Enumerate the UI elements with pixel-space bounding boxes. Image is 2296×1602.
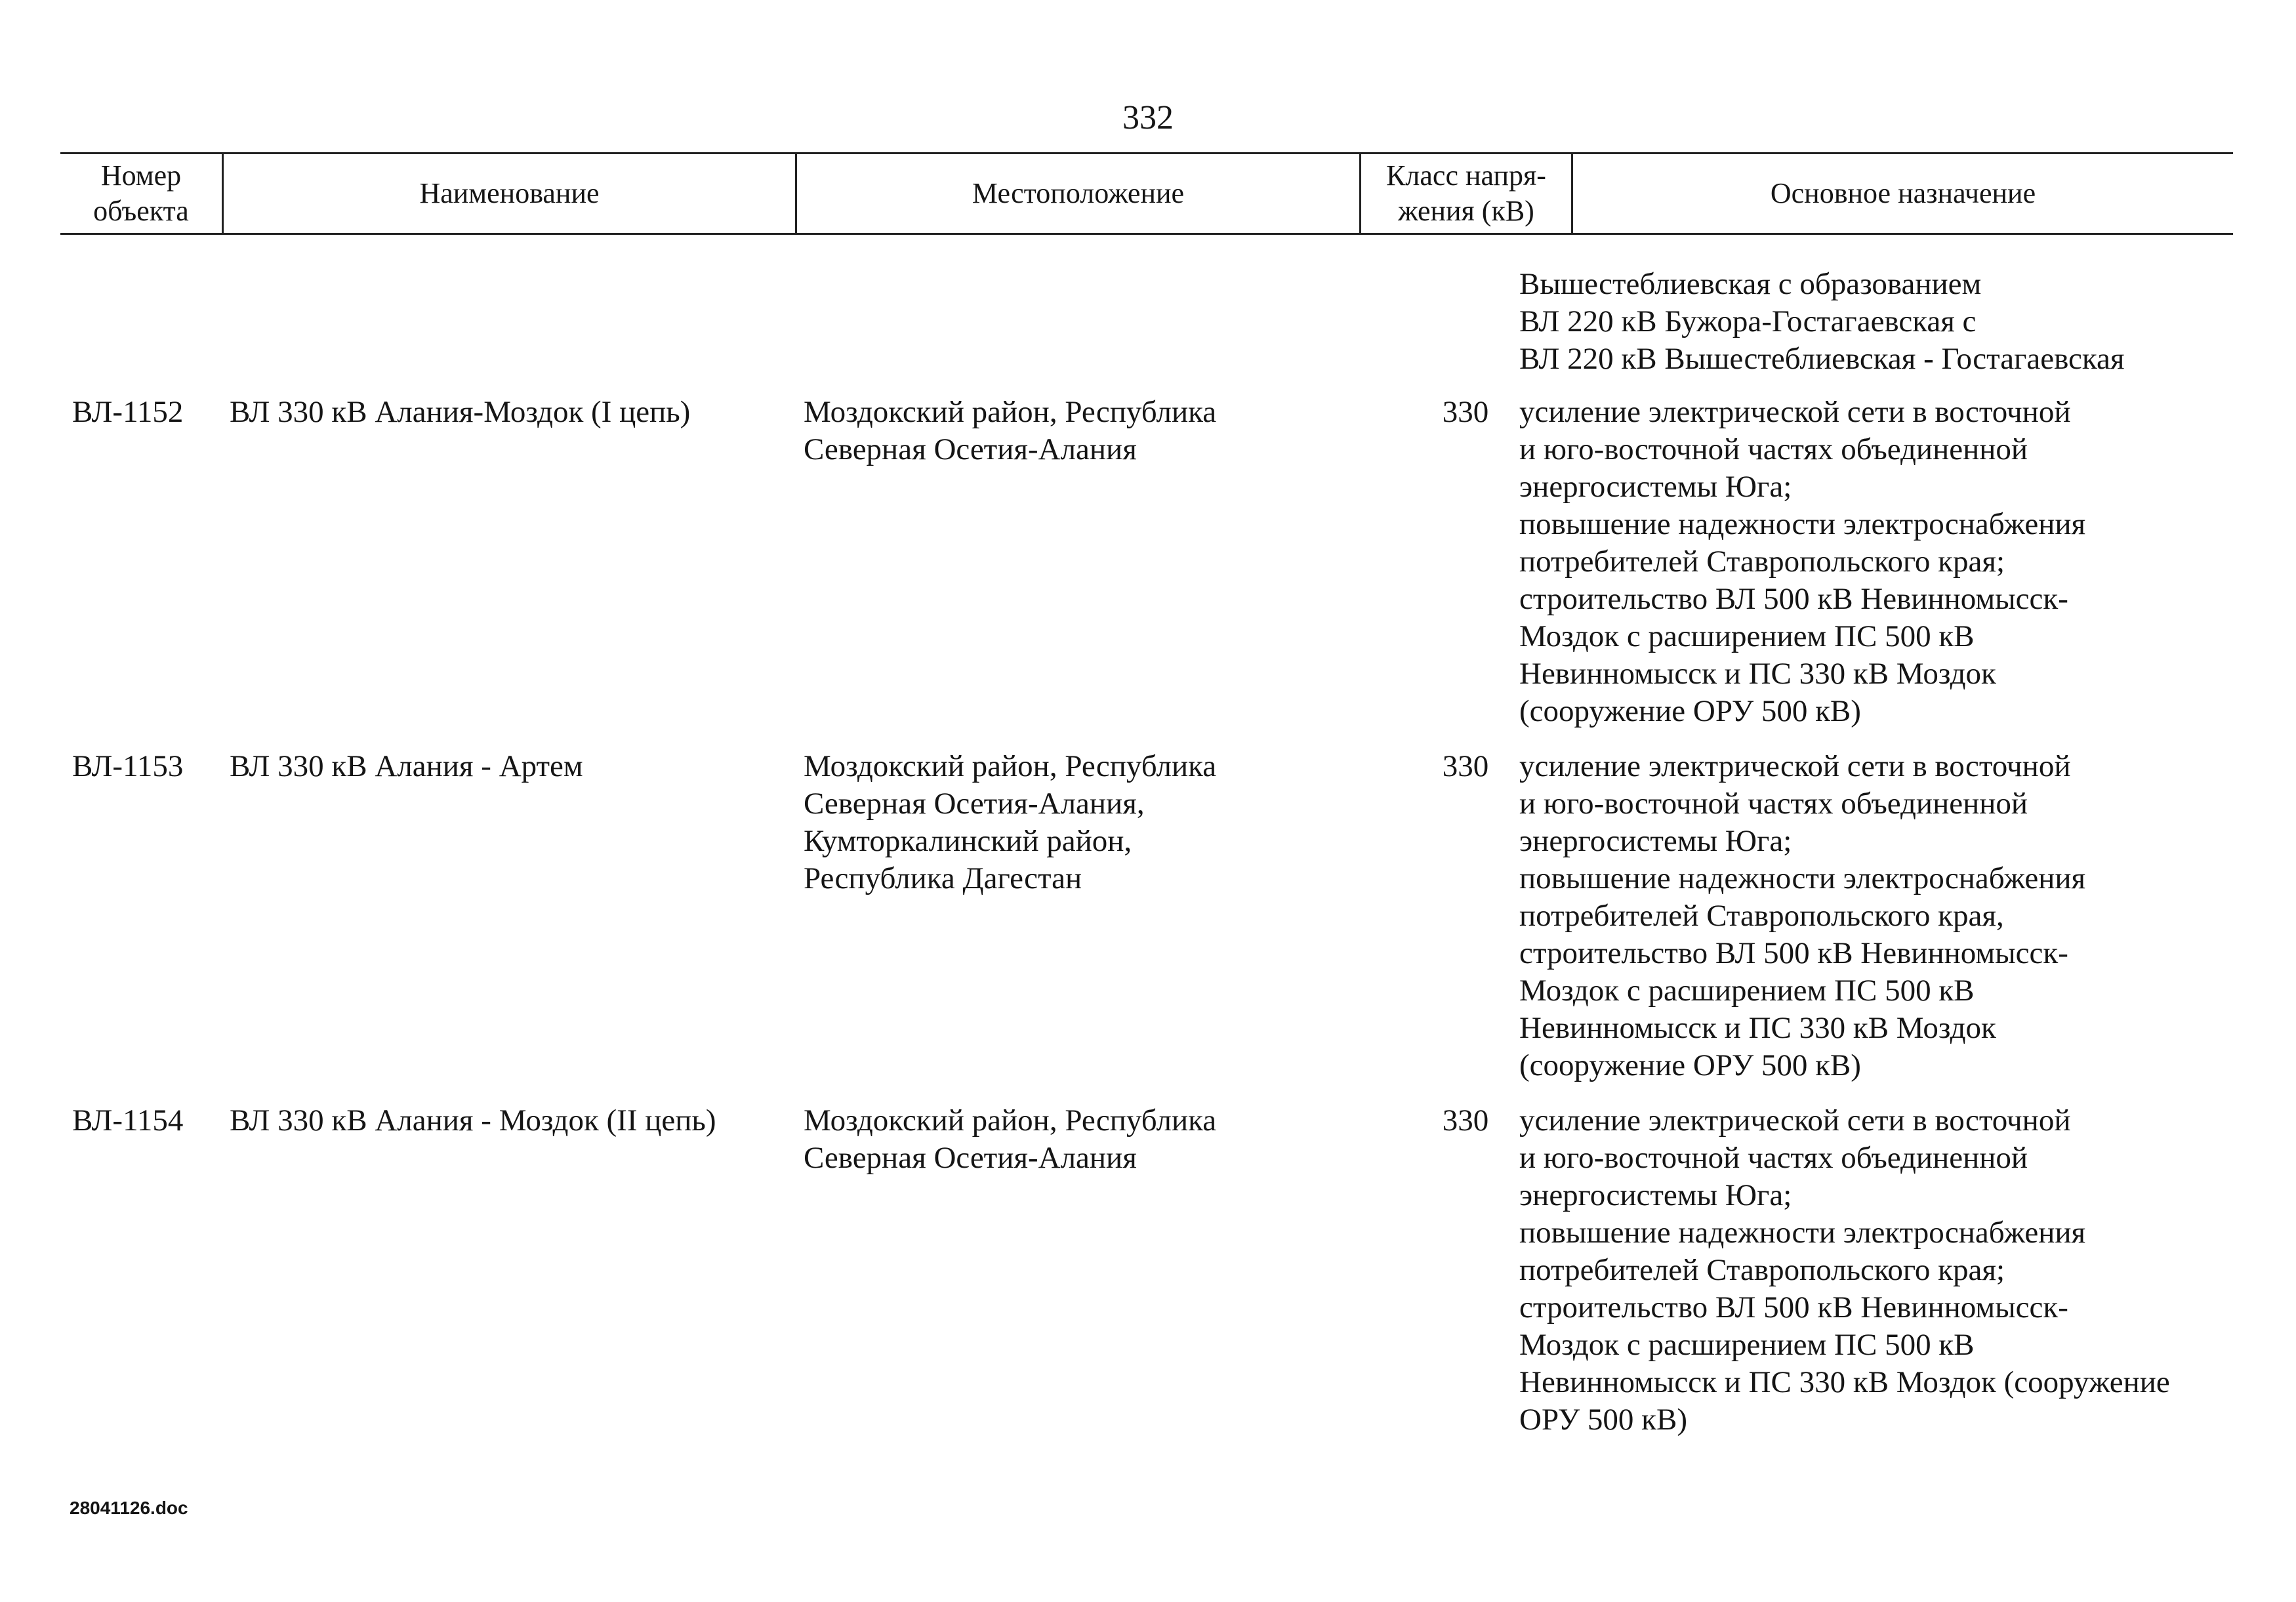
purpose-line: строительство ВЛ 500 кВ Невинномысск-	[1519, 936, 2068, 970]
purpose-line: повышение надежности электроснабжения	[1519, 1216, 2086, 1250]
purpose-line: энергосистемы Юга;	[1519, 824, 1792, 858]
purpose-line: и юго-восточной частях объединенной	[1519, 432, 2028, 466]
purpose-line: усиление электрической сети в восточной	[1519, 395, 2071, 429]
header-name: Наименование	[222, 154, 795, 233]
location-line: Моздокский район, Республика	[804, 395, 1217, 429]
location-line: Северная Осетия-Алания	[804, 432, 1137, 466]
purpose-line: Невинномысск и ПС 330 кВ Моздок	[1519, 1011, 1996, 1045]
purpose-line: и юго-восточной частях объединенной	[1519, 1141, 2028, 1175]
purpose-line: повышение надежности электроснабжения	[1519, 507, 2086, 541]
object-number: ВЛ-1152	[72, 395, 184, 429]
continuation-line: ВЛ 220 кВ Бужора-Гостагаевская с	[1519, 304, 1977, 339]
object-number: ВЛ-1154	[72, 1103, 184, 1138]
header-voltage-class-line-1: Класс напря-	[1386, 159, 1546, 192]
continuation-text	[1519, 266, 2241, 378]
voltage-class: 330	[1442, 749, 1489, 783]
object-purpose	[1519, 748, 2241, 1084]
object-location	[804, 394, 1355, 468]
footer-filename: 28041126.doc	[70, 1498, 188, 1518]
location-line: Республика Дагестан	[804, 861, 1082, 895]
location-line: Северная Осетия-Алания,	[804, 787, 1145, 821]
purpose-line: потребителей Ставропольского края,	[1519, 899, 2004, 933]
header-voltage-class-line-2: жения (кВ)	[1398, 195, 1534, 227]
voltage-class: 330	[1442, 1103, 1489, 1138]
purpose-line: энергосистемы Юга;	[1519, 470, 1792, 504]
location-line: Кумторкалинский район,	[804, 824, 1132, 858]
purpose-line: Моздок с расширением ПС 500 кВ	[1519, 1328, 1975, 1362]
purpose-line: (сооружение ОРУ 500 кВ)	[1519, 694, 1861, 728]
object-purpose	[1519, 1102, 2241, 1439]
object-location	[804, 748, 1355, 897]
purpose-line: Моздок с расширением ПС 500 кВ	[1519, 619, 1975, 653]
purpose-line: Невинномысск и ПС 330 кВ Моздок	[1519, 657, 1996, 691]
purpose-line: строительство ВЛ 500 кВ Невинномысск-	[1519, 582, 2068, 616]
purpose-line: энергосистемы Юга;	[1519, 1178, 1792, 1212]
continuation-line: ВЛ 220 кВ Вышестеблиевская - Гостагаевская	[1519, 342, 2125, 376]
header-main-purpose: Основное назначение	[1571, 154, 2233, 233]
location-line: Северная Осетия-Алания	[804, 1141, 1137, 1175]
header-object-number-line-1: Номер	[100, 159, 182, 192]
purpose-line: и юго-восточной частях объединенной	[1519, 787, 2028, 821]
purpose-line: усиление электрической сети в восточной	[1519, 749, 2071, 783]
object-name: ВЛ 330 кВ Алания-Моздок (I цепь)	[230, 395, 691, 429]
purpose-line: (сооружение ОРУ 500 кВ)	[1519, 1048, 1861, 1082]
page-number: 332	[1122, 99, 1174, 136]
purpose-line: ОРУ 500 кВ)	[1519, 1403, 1688, 1437]
object-purpose	[1519, 394, 2241, 730]
purpose-line: Невинномысск и ПС 330 кВ Моздок (сооружение	[1519, 1365, 2170, 1399]
table-header	[60, 152, 2233, 235]
object-name: ВЛ 330 кВ Алания - Моздок (II цепь)	[230, 1103, 716, 1138]
location-line: Моздокский район, Республика	[804, 1103, 1217, 1138]
header-object-number	[60, 154, 222, 233]
header-object-number-line-2: объекта	[93, 195, 189, 227]
object-number: ВЛ-1153	[72, 749, 184, 783]
voltage-class: 330	[1442, 395, 1489, 429]
continuation-line: Вышестеблиевская с образованием	[1519, 267, 1982, 301]
purpose-line: строительство ВЛ 500 кВ Невинномысск-	[1519, 1290, 2068, 1325]
object-location	[804, 1102, 1355, 1177]
location-line: Моздокский район, Республика	[804, 749, 1217, 783]
purpose-line: повышение надежности электроснабжения	[1519, 861, 2086, 895]
purpose-line: потребителей Ставропольского края;	[1519, 1253, 2005, 1287]
purpose-line: усиление электрической сети в восточной	[1519, 1103, 2071, 1138]
header-voltage-class	[1359, 154, 1571, 233]
purpose-line: Моздок с расширением ПС 500 кВ	[1519, 974, 1975, 1008]
header-location: Местоположение	[795, 154, 1359, 233]
purpose-line: потребителей Ставропольского края;	[1519, 544, 2005, 579]
object-name: ВЛ 330 кВ Алания - Артем	[230, 749, 583, 783]
